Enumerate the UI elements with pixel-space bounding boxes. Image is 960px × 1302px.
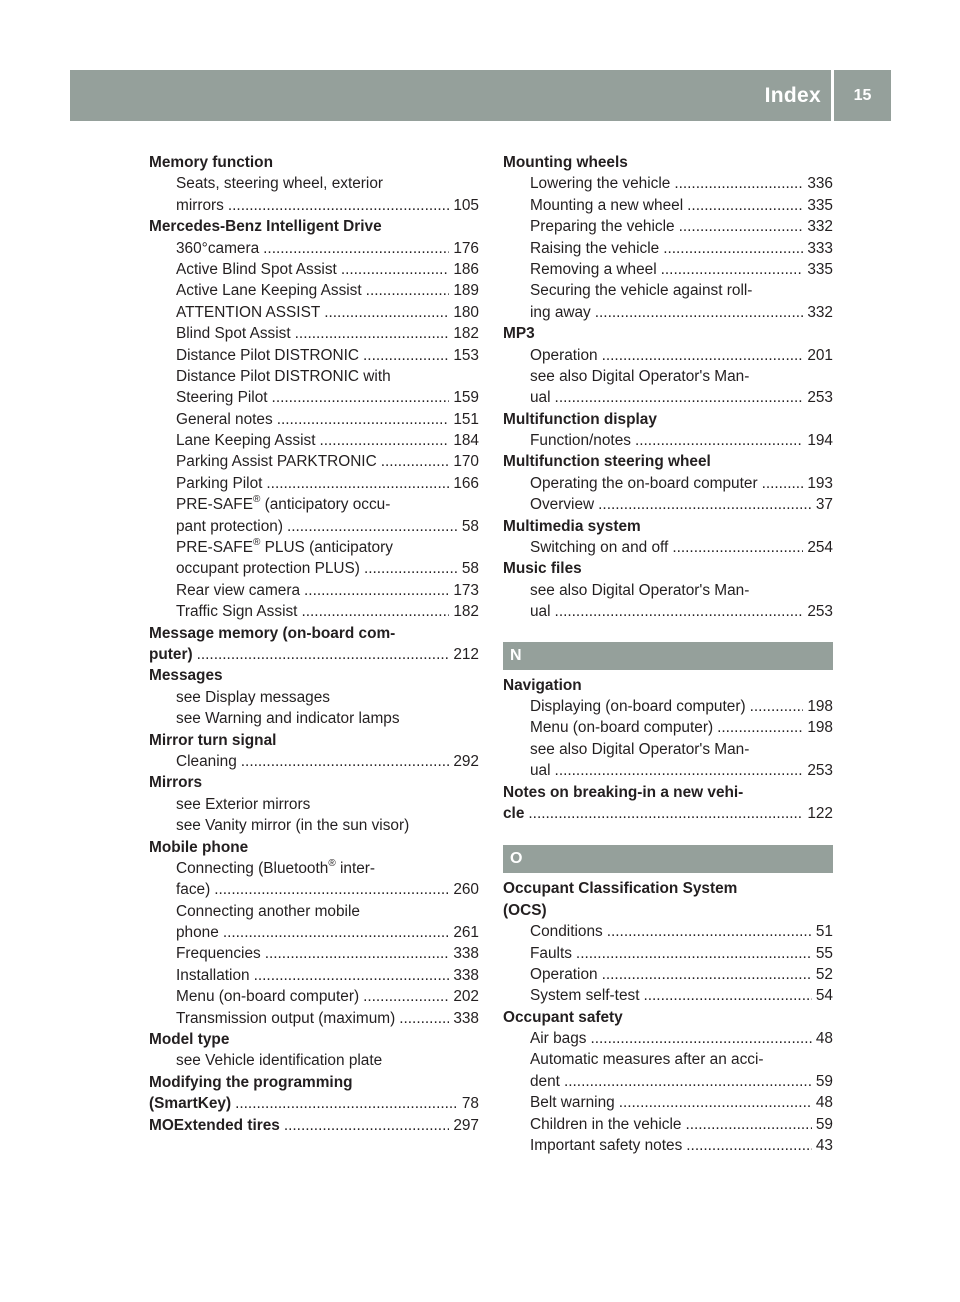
- header-bar: [70, 70, 891, 121]
- entry-label: Operation: [530, 346, 598, 364]
- page-ref: 261: [453, 924, 479, 942]
- entry-label: Raising the vehicle: [530, 239, 660, 257]
- entry-label: MOExtended tires: [149, 1116, 280, 1134]
- page-ref: 198: [807, 697, 833, 715]
- index-entry: [149, 943, 479, 964]
- page-ref: 202: [453, 988, 479, 1006]
- index-entry: [149, 430, 479, 451]
- index-heading: Memory function: [149, 154, 273, 171]
- entry-label: Switching on and off: [530, 539, 669, 557]
- index-entry: [149, 387, 479, 408]
- entry-label: Installation: [176, 966, 250, 984]
- index-text: see Vehicle identification plate: [176, 1052, 383, 1070]
- entry-label: Displaying (on-board computer): [530, 697, 746, 715]
- index-entry: [503, 921, 833, 942]
- index-text: [149, 858, 479, 879]
- dot-leader: [272, 387, 450, 408]
- entry-label: Preparing the vehicle: [530, 218, 675, 236]
- index-entry: [149, 1093, 479, 1114]
- entry-label: Function/notes: [530, 432, 631, 450]
- entry-label: dent: [530, 1072, 560, 1090]
- dot-leader: [595, 302, 804, 323]
- page-ref: 260: [453, 881, 479, 899]
- entry-label: Air bags: [530, 1030, 587, 1048]
- entry-label: ing away: [530, 303, 591, 321]
- index-heading: Mirrors: [149, 774, 203, 792]
- index-entry: [149, 986, 479, 1007]
- dot-leader: [555, 387, 804, 408]
- index-entry: [503, 601, 833, 622]
- index-heading: Music files: [503, 560, 582, 578]
- registered-mark: ®: [252, 494, 261, 506]
- page-ref: 122: [807, 804, 833, 822]
- index-entry: [503, 430, 833, 451]
- entry-label: (anticipatory occu-: [260, 496, 391, 514]
- index-entry: [503, 696, 833, 717]
- entry-label: Lowering the vehicle: [530, 175, 671, 193]
- index-entry: [503, 803, 833, 824]
- index-heading: Mobile phone: [149, 838, 249, 856]
- index-heading: Multimedia system: [503, 517, 641, 535]
- index-entry: [503, 345, 833, 366]
- entry-label: Removing a wheel: [530, 260, 657, 278]
- dot-leader: [555, 760, 804, 781]
- page-ref: 166: [453, 474, 479, 492]
- entry-label: Menu (on-board computer): [176, 988, 360, 1006]
- index-text: Distance Pilot DISTRONIC with: [176, 367, 391, 385]
- dot-leader: [364, 558, 458, 579]
- dot-leader: [635, 430, 803, 451]
- index-heading: Messages: [149, 667, 223, 685]
- index-entry: [149, 516, 479, 537]
- page-ref: 58: [461, 517, 479, 535]
- index-text: see also Digital Operator's Man-: [530, 740, 750, 758]
- entry-label: ATTENTION ASSIST: [176, 303, 321, 321]
- index-entry: [149, 473, 479, 494]
- index-entry: [149, 302, 479, 323]
- index-entry: [503, 1092, 833, 1113]
- dot-leader: [366, 280, 450, 301]
- dot-leader: [277, 409, 450, 430]
- index-column-left: [149, 152, 479, 1136]
- entry-label: mirrors: [176, 196, 224, 214]
- index-text: see Exterior mirrors: [176, 795, 311, 813]
- page-ref: 43: [815, 1137, 833, 1155]
- spacer: [503, 623, 833, 642]
- index-entry: [503, 387, 833, 408]
- page-ref: 335: [807, 260, 833, 278]
- index-entry: [503, 964, 833, 985]
- entry-label: pant protection): [176, 517, 283, 535]
- page-ref: 182: [453, 325, 479, 343]
- entry-label: Steering Pilot: [176, 389, 268, 407]
- index-entry: [503, 494, 833, 515]
- index-entry: [149, 1115, 479, 1136]
- entry-label: PRE-SAFE: [176, 496, 253, 514]
- entry-label: PRE-SAFE: [176, 539, 253, 557]
- index-entry: [149, 259, 479, 280]
- index-text: see Warning and indicator lamps: [176, 710, 400, 728]
- entry-label: ual: [530, 389, 551, 407]
- index-entry: [503, 302, 833, 323]
- page-ref: 78: [461, 1095, 479, 1113]
- dot-leader: [643, 985, 811, 1006]
- page-ref: 253: [807, 389, 833, 407]
- index-text: [149, 537, 479, 558]
- entry-label: Active Lane Keeping Assist: [176, 282, 362, 300]
- dot-leader: [265, 943, 450, 964]
- entry-label: Children in the vehicle: [530, 1115, 682, 1133]
- index-entry: [503, 1028, 833, 1049]
- dot-leader: [235, 1093, 458, 1114]
- index-entry: [149, 195, 479, 216]
- dot-leader: [214, 879, 449, 900]
- section-letter-n: N: [503, 642, 833, 670]
- dot-leader: [661, 259, 804, 280]
- index-text: [149, 494, 479, 515]
- index-heading: MP3: [503, 325, 535, 343]
- page-ref: 52: [815, 965, 833, 983]
- page-ref: 333: [807, 239, 833, 257]
- dot-leader: [602, 345, 804, 366]
- page-ref: 184: [453, 432, 479, 450]
- index-heading: Multifunction display: [503, 410, 657, 428]
- dot-leader: [266, 473, 449, 494]
- page-ref: 151: [453, 410, 479, 428]
- page-ref: 176: [453, 239, 479, 257]
- page-ref: 338: [453, 966, 479, 984]
- dot-leader: [341, 259, 449, 280]
- dot-leader: [263, 238, 449, 259]
- dot-leader: [301, 601, 449, 622]
- index-heading: Notes on breaking-in a new vehi-: [503, 783, 744, 801]
- page-title: Index: [764, 84, 821, 107]
- page-ref: 170: [453, 453, 479, 471]
- dot-leader: [687, 195, 803, 216]
- entry-label: Frequencies: [176, 945, 261, 963]
- entry-label: inter-: [335, 859, 376, 877]
- page-ref: 193: [807, 474, 833, 492]
- entry-label: Traffic Sign Assist: [176, 603, 298, 621]
- index-entry: [503, 1135, 833, 1156]
- page-ref: 332: [807, 303, 833, 321]
- page-ref: 58: [461, 560, 479, 578]
- page-ref: 212: [453, 645, 479, 663]
- dot-leader: [363, 986, 449, 1007]
- page-ref: 105: [453, 196, 479, 214]
- dot-leader: [363, 345, 449, 366]
- page-ref: 37: [815, 496, 833, 514]
- dot-leader: [197, 644, 450, 665]
- index-entry: [149, 558, 479, 579]
- page-ref: 180: [453, 303, 479, 321]
- dot-leader: [399, 1008, 449, 1029]
- page-ref: 51: [815, 923, 833, 941]
- dot-leader: [324, 302, 449, 323]
- dot-leader: [717, 717, 803, 738]
- index-entry: [149, 580, 479, 601]
- dot-leader: [590, 1028, 811, 1049]
- page-ref: 335: [807, 196, 833, 214]
- page-ref: 186: [453, 260, 479, 278]
- index-text: Automatic measures after an acci-: [530, 1051, 764, 1069]
- dot-leader: [762, 473, 804, 494]
- dot-leader: [663, 238, 803, 259]
- page-ref: 201: [807, 346, 833, 364]
- index-heading: Mirror turn signal: [149, 731, 277, 749]
- entry-label: Blind Spot Assist: [176, 325, 291, 343]
- dot-leader: [228, 195, 449, 216]
- dot-leader: [528, 803, 803, 824]
- dot-leader: [381, 451, 450, 472]
- entry-label: Lane Keeping Assist: [176, 432, 316, 450]
- index-heading: (OCS): [503, 901, 547, 919]
- index-entry: [503, 537, 833, 558]
- index-text: see also Digital Operator's Man-: [530, 581, 750, 599]
- page-ref: 253: [807, 762, 833, 780]
- index-heading: Message memory (on-board com-: [149, 624, 396, 642]
- entry-label: face): [176, 881, 211, 899]
- page-ref: 153: [453, 346, 479, 364]
- entry-label: PLUS (anticipatory: [260, 539, 393, 557]
- dot-leader: [284, 1115, 449, 1136]
- index-text: see Display messages: [176, 688, 330, 706]
- page-ref: 182: [453, 603, 479, 621]
- index-heading: Model type: [149, 1031, 230, 1049]
- index-heading: Mounting wheels: [503, 154, 628, 171]
- entry-label: Transmission output (maximum): [176, 1009, 396, 1027]
- index-entry: [149, 751, 479, 772]
- index-text: Seats, steering wheel, exterior: [176, 175, 384, 193]
- entry-label: General notes: [176, 410, 273, 428]
- index-entry: [149, 601, 479, 622]
- entry-label: Distance Pilot DISTRONIC: [176, 346, 360, 364]
- dot-leader: [241, 751, 450, 772]
- page-ref: 59: [815, 1115, 833, 1133]
- index-entry: [503, 473, 833, 494]
- index-entry: [503, 238, 833, 259]
- page-ref: 173: [453, 581, 479, 599]
- entry-label: Belt warning: [530, 1094, 615, 1112]
- index-heading: Navigation: [503, 676, 582, 694]
- dot-leader: [686, 1135, 812, 1156]
- index-entry: [503, 985, 833, 1006]
- entry-label: Menu (on-board computer): [530, 719, 714, 737]
- dot-leader: [295, 323, 450, 344]
- page-ref: 189: [453, 282, 479, 300]
- index-text: see also Digital Operator's Man-: [530, 367, 750, 385]
- page-ref: 292: [453, 752, 479, 770]
- page-ref: 48: [815, 1094, 833, 1112]
- page-ref: 194: [807, 432, 833, 450]
- page-ref: 159: [453, 389, 479, 407]
- page-number: 15: [853, 87, 872, 104]
- entry-label: Cleaning: [176, 752, 237, 770]
- index-text: Connecting another mobile: [176, 902, 360, 920]
- dot-leader: [254, 965, 450, 986]
- index-entry: [149, 644, 479, 665]
- page-ref: 338: [453, 1009, 479, 1027]
- entry-label: Faults: [530, 944, 572, 962]
- dot-leader: [304, 580, 449, 601]
- spacer: [503, 824, 833, 845]
- index-entry: [503, 216, 833, 237]
- index-entry: [149, 238, 479, 259]
- dot-leader: [685, 1114, 811, 1135]
- index-entry: [149, 1008, 479, 1029]
- page-ref: 338: [453, 945, 479, 963]
- entry-label: cle: [503, 804, 525, 822]
- dot-leader: [598, 494, 812, 515]
- entry-label: System self-test: [530, 987, 640, 1005]
- page-ref: 55: [815, 944, 833, 962]
- index-entry: [149, 879, 479, 900]
- page-ref: 59: [815, 1072, 833, 1090]
- entry-label: Important safety notes: [530, 1137, 683, 1155]
- registered-mark: ®: [328, 857, 336, 869]
- index-heading: Occupant safety: [503, 1008, 623, 1026]
- entry-label: Operating the on-board computer: [530, 474, 758, 492]
- dot-leader: [564, 1071, 812, 1092]
- entry-label: Conditions: [530, 923, 603, 941]
- index-entry: [149, 409, 479, 430]
- index-entry: [149, 451, 479, 472]
- dot-leader: [672, 537, 803, 558]
- index-heading: Multifunction steering wheel: [503, 453, 711, 471]
- page-ref: 254: [807, 539, 833, 557]
- entry-label: ual: [530, 603, 551, 621]
- index-entry: [503, 195, 833, 216]
- dot-leader: [319, 430, 449, 451]
- page-ref: 297: [453, 1116, 479, 1134]
- index-heading: Occupant Classification System: [503, 880, 738, 898]
- dot-leader: [607, 921, 812, 942]
- entry-label: Parking Pilot: [176, 474, 263, 492]
- index-heading: Mercedes-Benz Intelligent Drive: [149, 218, 382, 236]
- index-heading: Modifying the programming: [149, 1073, 353, 1091]
- section-letter-o: O: [503, 845, 833, 873]
- entry-label: Active Blind Spot Assist: [176, 260, 337, 278]
- entry-label: Rear view camera: [176, 581, 301, 599]
- page-ref: 253: [807, 603, 833, 621]
- entry-label: phone: [176, 924, 219, 942]
- index-entry: [503, 173, 833, 194]
- dot-leader: [619, 1092, 812, 1113]
- entry-label: puter): [149, 645, 193, 663]
- index-column-right: [503, 152, 833, 1156]
- dot-leader: [287, 516, 458, 537]
- page-ref: 336: [807, 175, 833, 193]
- entry-label: ual: [530, 762, 551, 780]
- dot-leader: [674, 173, 803, 194]
- index-entry: [503, 259, 833, 280]
- index-entry: [149, 965, 479, 986]
- index-entry: [149, 323, 479, 344]
- entry-label: Overview: [530, 496, 595, 514]
- entry-label: Parking Assist PARKTRONIC: [176, 453, 377, 471]
- dot-leader: [555, 601, 804, 622]
- index-entry: [503, 717, 833, 738]
- index-entry: [503, 760, 833, 781]
- page-ref: 48: [815, 1030, 833, 1048]
- registered-mark: ®: [252, 536, 261, 548]
- index-entry: [503, 1071, 833, 1092]
- index-text: Securing the vehicle against roll-: [530, 282, 753, 300]
- entry-label: occupant protection PLUS): [176, 560, 360, 578]
- index-text: see Vanity mirror (in the sun visor): [176, 817, 410, 835]
- entry-label: 360°camera: [176, 239, 260, 257]
- index-entry: [503, 943, 833, 964]
- index-entry: [149, 922, 479, 943]
- dot-leader: [679, 216, 804, 237]
- entry-label: (SmartKey): [149, 1095, 232, 1113]
- dot-leader: [602, 964, 812, 985]
- page-ref: 332: [807, 218, 833, 236]
- index-entry: [149, 345, 479, 366]
- page-ref: 198: [807, 719, 833, 737]
- index-entry: [503, 1114, 833, 1135]
- dot-leader: [750, 696, 804, 717]
- dot-leader: [576, 943, 812, 964]
- index-entry: [149, 280, 479, 301]
- page-ref: 54: [815, 987, 833, 1005]
- entry-label: Mounting a new wheel: [530, 196, 684, 214]
- entry-label: Operation: [530, 965, 598, 983]
- entry-label: Connecting (Bluetooth: [176, 859, 329, 877]
- dot-leader: [223, 922, 450, 943]
